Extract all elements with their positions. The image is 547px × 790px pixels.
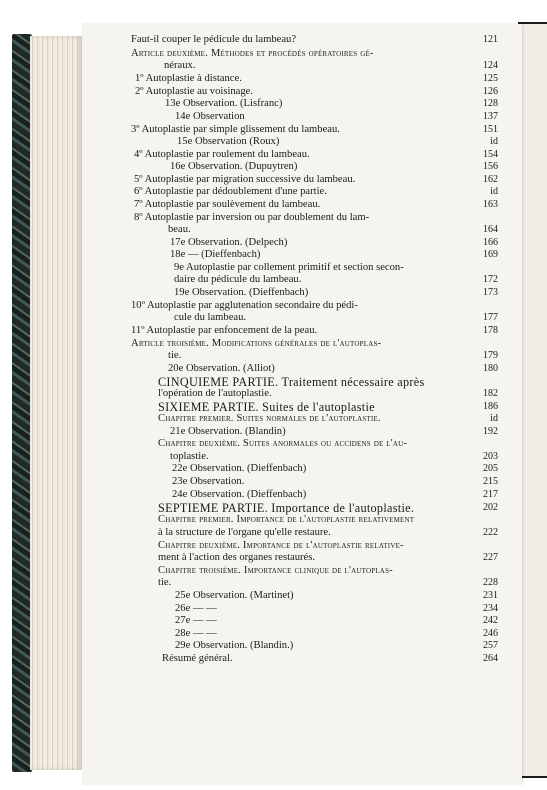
- toc-entry-page-number: 156: [483, 161, 498, 172]
- toc-entry-page-number: 186: [483, 401, 498, 412]
- toc-entry-page-number: 222: [483, 527, 498, 538]
- toc-entry-page-number: 126: [483, 86, 498, 97]
- toc-entry-page-number: 202: [483, 502, 498, 513]
- toc-entry-page-number: 257: [483, 640, 498, 651]
- toc-entry-page-number: id: [490, 186, 498, 197]
- toc-entry-title: tie.: [158, 577, 172, 588]
- toc-entry-title: 20e Observation. (Alliot): [168, 363, 275, 374]
- toc-entry-title: 7º Autoplastie par soulèvement du lambeau.: [134, 199, 321, 210]
- toc-entry-title: Chapitre troisième. Importance clinique de l'autoplas-: [158, 565, 393, 576]
- toc-entry-page-number: id: [490, 413, 498, 424]
- toc-entry-title: 2º Autoplastie au voisinage.: [135, 86, 254, 97]
- toc-entry-title: 6º Autoplastie par dédoublement d'une partie.: [134, 186, 327, 197]
- toc-entry-title: 13e Observation. (Lisfranc): [165, 98, 283, 109]
- toc-entry-title: 9e Autoplastie par collement primitif et section secon-: [174, 262, 404, 273]
- toc-entry-page-number: 164: [483, 224, 498, 235]
- toc-entry-title: beau.: [168, 224, 191, 235]
- toc-entry-title: Chapitre deuxième. Suites anormales ou accidens de l'au-: [158, 438, 408, 449]
- toc-entry-page-number: 180: [483, 363, 498, 374]
- toc-entry-title: Faut-il couper le pédicule du lambeau?: [131, 34, 297, 45]
- toc-entry-page-number: 128: [483, 98, 498, 109]
- toc-entry-page-number: 166: [483, 237, 498, 248]
- toc-entry-title: SIXIEME PARTIE. Suites de l'autoplastie: [158, 400, 375, 414]
- toc-entry-title: 28e — —: [175, 628, 217, 639]
- toc-entry-title: 21e Observation. (Blandin): [170, 426, 286, 437]
- toc-entry-page-number: 231: [483, 590, 498, 601]
- toc-entry-title: 17e Observation. (Delpech): [170, 237, 288, 248]
- toc-entry-title: daire du pédicule du lambeau.: [174, 274, 302, 285]
- toc-entry-title: 5º Autoplastie par migration successive du lambeau.: [134, 174, 356, 185]
- toc-entry-page-number: id: [490, 136, 498, 147]
- toc-entry-title: CINQUIEME PARTIE. Traitement nécessaire après: [158, 375, 425, 389]
- book-cover-left: [12, 34, 32, 772]
- toc-entry-title: 16e Observation. (Dupuytren): [170, 161, 298, 172]
- toc-entry-page-number: 179: [483, 350, 498, 361]
- toc-entry-title: 27e — —: [175, 615, 217, 626]
- toc-entry-page-number: 173: [483, 287, 498, 298]
- toc-entry-title: 19e Observation. (Dieffenbach): [174, 287, 309, 298]
- toc-entry-title: Résumé général.: [162, 653, 233, 664]
- toc-entry-page-number: 163: [483, 199, 498, 210]
- toc-entry-title: 4º Autoplastie par roulement du lambeau.: [134, 149, 310, 160]
- toc-entry-title: cule du lambeau.: [174, 312, 247, 323]
- toc-entry-title: 26e — —: [175, 603, 217, 614]
- toc-entry-page-number: 177: [483, 312, 498, 323]
- toc-entry-page-number: 151: [483, 124, 498, 135]
- toc-entry-page-number: 205: [483, 463, 498, 474]
- toc-entry-page-number: 264: [483, 653, 498, 664]
- toc-entry-title: 10º Autoplastie par agglutenation secondaire du pédi-: [131, 300, 358, 311]
- toc-entry-title: 3º Autoplastie par simple glissement du lambeau.: [131, 124, 340, 135]
- toc-entry-page-number: 178: [483, 325, 498, 336]
- toc-entry-page-number: 242: [483, 615, 498, 626]
- toc-entry-page-number: 169: [483, 249, 498, 260]
- toc-entry-title: néraux.: [164, 60, 196, 71]
- toc-entry-page-number: 215: [483, 476, 498, 487]
- toc-entry-title: tie.: [168, 350, 182, 361]
- toc-entry-title: 15e Observation (Roux): [177, 136, 280, 147]
- toc-entry-title: toplastie.: [170, 451, 209, 462]
- toc-entry-page-number: 227: [483, 552, 498, 563]
- toc-entry-title: l'opération de l'autoplastie.: [158, 388, 272, 399]
- toc-entry-page-number: 182: [483, 388, 498, 399]
- toc-entry-title: 29e Observation. (Blandin.): [175, 640, 294, 651]
- toc-entry-title: 23e Observation.: [172, 476, 245, 487]
- toc-entry-title: Article deuxième. Méthodes et procédés opératoires gé-: [131, 48, 374, 59]
- toc-entry-page-number: 137: [483, 111, 498, 122]
- book-page: [82, 24, 522, 784]
- toc-entry-title: à la structure de l'organe qu'elle restaure.: [158, 527, 331, 538]
- toc-entry-title: Chapitre premier. Importance de l'autoplastie relativement: [158, 514, 415, 525]
- toc-entry-title: 1º Autoplastie à distance.: [135, 73, 242, 84]
- toc-entry-page-number: 124: [483, 60, 498, 71]
- toc-entry-page-number: 203: [483, 451, 498, 462]
- book-cover-right: [518, 22, 547, 778]
- toc-entry-title: Article troisième. Modifications générales de l'autoplas-: [131, 338, 382, 349]
- toc-entry-page-number: 154: [483, 149, 498, 160]
- toc-entry-page-number: 121: [483, 34, 498, 45]
- toc-entry-title: 11º Autoplastie par enfoncement de la peau.: [131, 325, 318, 336]
- toc-entry-page-number: 172: [483, 274, 498, 285]
- toc-entry-page-number: 217: [483, 489, 498, 500]
- toc-entry-page-number: 162: [483, 174, 498, 185]
- toc-entry-page-number: 192: [483, 426, 498, 437]
- toc-entry-title: SEPTIEME PARTIE. Importance de l'autoplastie.: [158, 501, 415, 515]
- toc-entry-title: 14e Observation: [175, 111, 245, 122]
- toc-entry-title: Chapitre premier. Suites normales de l'autoplastie.: [158, 413, 381, 424]
- toc-entry-title: 22e Observation. (Dieffenbach): [172, 463, 307, 474]
- toc-entry-page-number: 125: [483, 73, 498, 84]
- toc-entry-page-number: 246: [483, 628, 498, 639]
- toc-entry-title: ment à l'action des organes restaurés.: [158, 552, 316, 563]
- page-edges: [30, 36, 82, 770]
- toc-entry-page-number: 228: [483, 577, 498, 588]
- toc-entry-title: 8º Autoplastie par inversion ou par doublement du lam-: [134, 212, 370, 223]
- toc-entry-title: 24e Observation. (Dieffenbach): [172, 489, 307, 500]
- toc-entry-page-number: 234: [483, 603, 498, 614]
- toc-entry-title: 25e Observation. (Martinet): [175, 590, 294, 601]
- toc-entry-title: Chapitre deuxième. Importance de l'autoplastie relative-: [158, 540, 404, 551]
- toc-entry-title: 18e — (Dieffenbach): [170, 249, 261, 260]
